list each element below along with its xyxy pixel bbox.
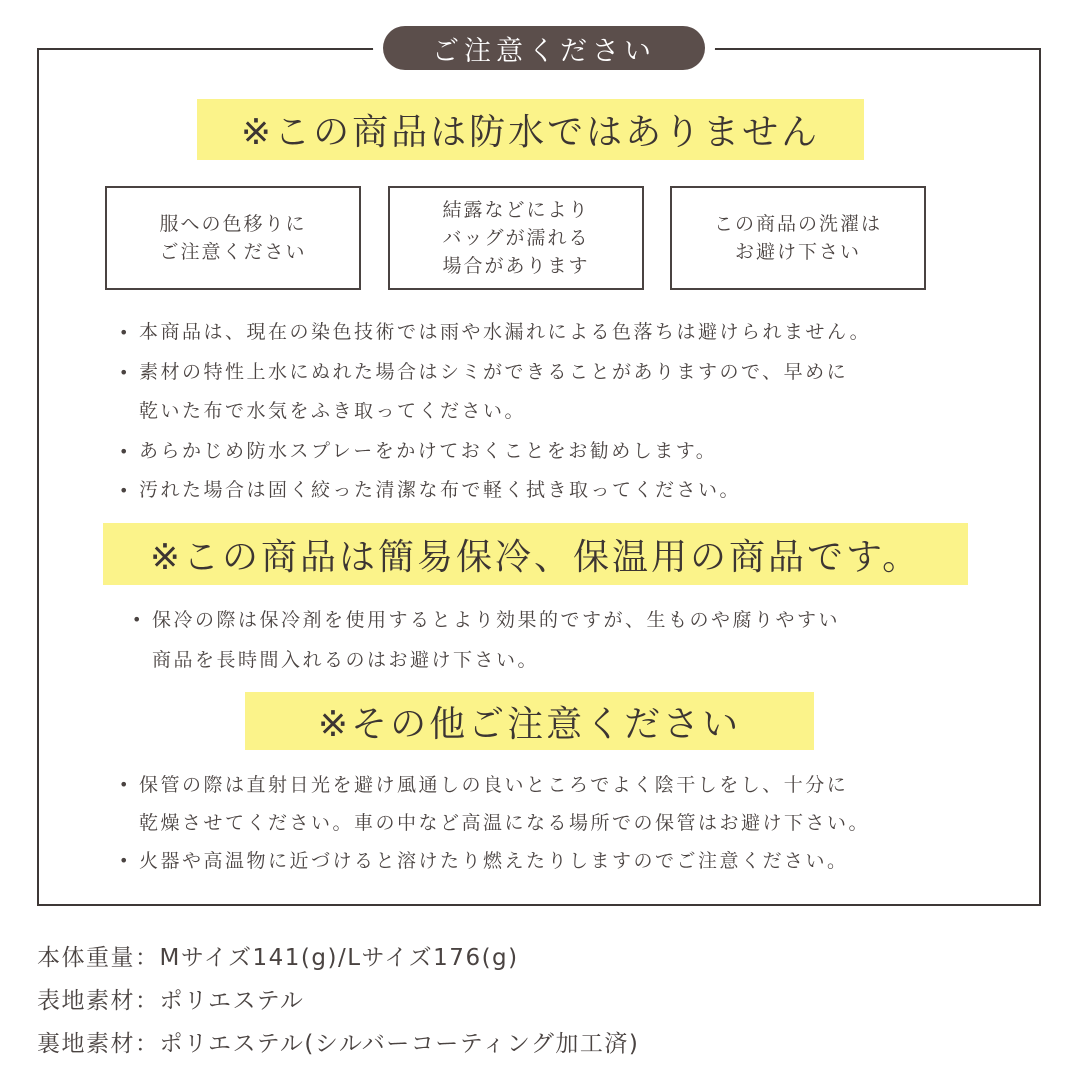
bullet-dot: •: [119, 775, 131, 794]
caution-box-condensation: [388, 186, 644, 290]
list-item-text: 本商品は、現在の染色技術では雨や水漏れによる色落ちは避けられません。: [139, 321, 872, 343]
product-specs: [37, 937, 639, 1066]
list-item: [117, 313, 871, 353]
caution-box-line: お避け下さい: [734, 241, 861, 263]
list-item-text: 商品を長時間入れるのはお避け下さい。: [152, 649, 540, 671]
bullet-dot: •: [119, 441, 131, 461]
caution-box-color-transfer: [105, 186, 361, 290]
caution-box-line: この商品の洗濯は: [713, 213, 882, 235]
caution-box-line: ご注意ください: [159, 241, 307, 263]
spec-lining-material: 裏地素材：ポリエステル(シルバーコーティング加工済): [37, 1031, 640, 1057]
bullet-dot: •: [132, 610, 144, 629]
bullet-dot: •: [119, 362, 131, 382]
notice-title: ご注意ください: [432, 35, 656, 67]
list-item-text: 保管の際は直射日光を避け風通しの良いところでよく陰干しをし、十分に: [139, 774, 849, 796]
list-item: [117, 471, 871, 511]
spec-outer-material: 表地素材：ポリエステル: [37, 988, 305, 1014]
list-item: [130, 600, 840, 680]
waterproof-bullet-list: [117, 313, 871, 511]
bullet-dot: •: [119, 851, 131, 870]
list-item: [117, 432, 871, 472]
other-bullet-list: [117, 766, 870, 880]
cooling-bullet-list: [130, 600, 840, 680]
caution-box-line: 服への色移りに: [159, 213, 307, 235]
caution-box-line: 場合があります: [442, 255, 590, 277]
list-item-text: 火器や高温物に近づけると溶けたり燃えたりしますのでご注意ください。: [139, 850, 849, 872]
waterproof-heading: ※この商品は防水ではありません: [197, 99, 864, 160]
list-item-text: 乾燥させてください。車の中など高温になる場所での保管はお避け下さい。: [139, 812, 871, 834]
bullet-dot: •: [119, 481, 131, 500]
list-item-text: 素材の特性上水にぬれた場合はシミができることがありますので、早めに: [139, 360, 849, 383]
list-item-text: あらかじめ防水スプレーをかけておくことをお勧めします。: [139, 439, 718, 462]
list-item: [117, 353, 871, 432]
list-item: [117, 842, 870, 880]
other-heading: ※その他ご注意ください: [245, 692, 814, 750]
list-item: [117, 766, 870, 842]
list-item-text: 乾いた布で水気をふき取ってください。: [139, 400, 527, 422]
list-item-text: 保冷の際は保冷剤を使用するとより効果的ですが、生ものや腐りやすい: [152, 609, 841, 631]
list-item-text: 汚れた場合は固く絞った清潔な布で軽く拭き取ってください。: [139, 479, 742, 501]
caution-box-no-washing: [670, 186, 926, 290]
spec-weight: 本体重量：Mサイズ141(g)/Lサイズ176(g): [37, 945, 519, 971]
cooling-heading: ※この商品は簡易保冷、保温用の商品です。: [103, 523, 968, 585]
notice-title-badge: [383, 26, 705, 70]
caution-box-line: バッグが濡れる: [442, 227, 590, 249]
bullet-dot: •: [119, 323, 131, 342]
caution-box-line: 結露などにより: [442, 199, 590, 221]
